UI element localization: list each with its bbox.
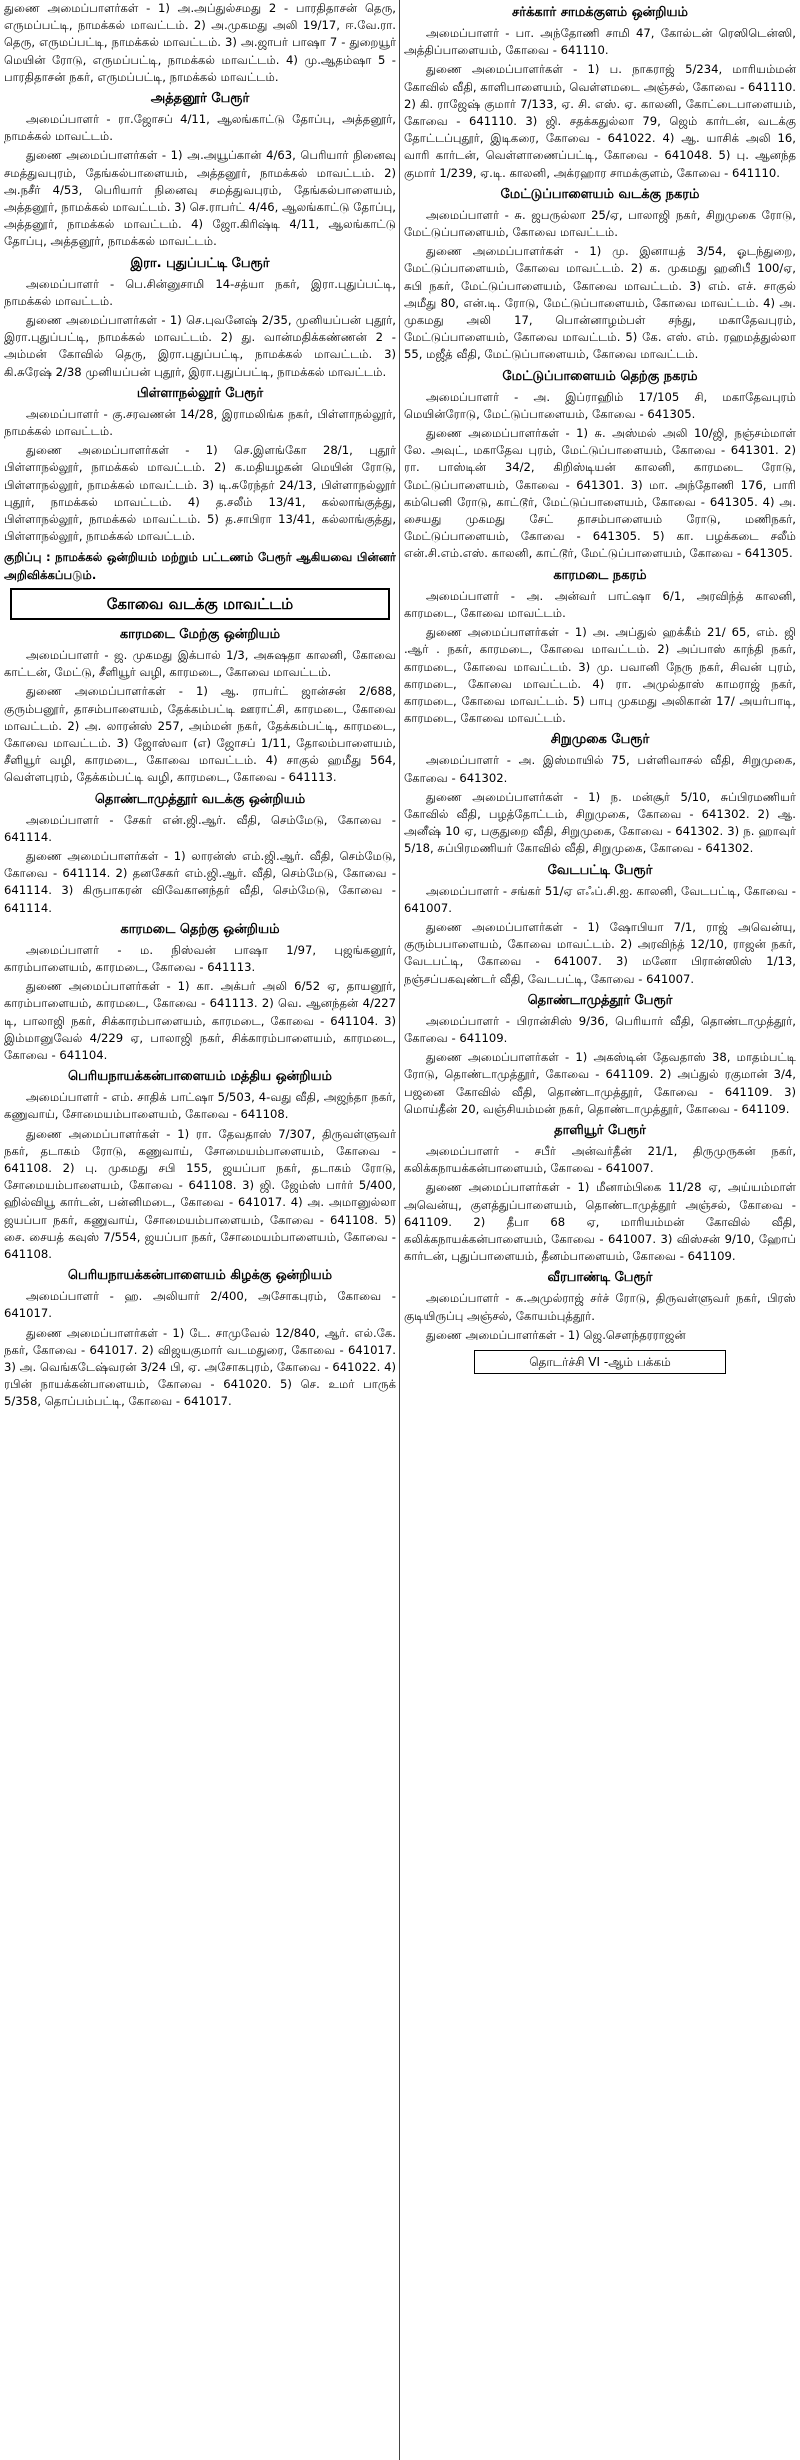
deputies-entry: துணை அமைப்பாளர்கள் - 1) ஜெ.சௌந்தரராஜன் <box>426 1327 686 1342</box>
section-thondamuthur-north <box>4 791 396 917</box>
section-periyanaickenpalayam-east <box>4 1267 396 1410</box>
deputies-entry: துணை அமைப்பாளர்கள் - 1) ஷோபியா 7/1, ராஜ் அவென்யு, குரும்பபாளையம், கோவை மாவட்டம். 2) அரவிந்த் 12/10, ராஜன் நகர், வேடபட்டி, கோவை - 641007. 3) மனோ பிரான்ஸிஸ் 1/13, நஞ்சப்பகவுண்டர் வீதி, வேடபட்டி, கோவை - 641007. <box>404 919 796 986</box>
column-divider <box>399 0 400 2460</box>
section-heading: காரமடை மேற்கு ஒன்றியம் <box>119 626 281 642</box>
note-text: குறிப்பு : நாமக்கல் ஒன்றியம் மற்றும் பட்டணம் பேரூர் ஆகியவை பின்னர் அறிவிக்கப்படும். <box>4 550 396 582</box>
section-heading: தாளியூர் பேரூர் <box>554 1122 646 1138</box>
section-athanur <box>4 90 396 251</box>
organizer-entry: அமைப்பாளர் - சேகர் என்.ஜி.ஆர். வீதி, செம்மேடு, கோவை - 641114. <box>4 812 396 844</box>
deputies-entry: துணை அமைப்பாளர்கள் - 1) ஆ. ராபர்ட் ஜான்சன் 2/688, குரும்பனூர், தாசம்பாளையம், தேக்கம்பட்டி ஊராட்சி, காரமடை, கோவை மாவட்டம். 2) அ. லாரன்ஸ் 257, அம்மன் நகர், தேக்கம்பட்டி, காரமடை, கோவை மாவட்டம். 3) ஜோஸ்வா (எ) ஜோசப் 1/11, தோலம்பாளையம், சீளியூர் வழி, காரமடை, கோவை மாவட்டம். 4) சாகுல் ஹமீது 564, வெள்ளபுரம், தேக்கம்பட்டி வழி, காரமடை, கோவை - 641113. <box>4 684 396 785</box>
deputies-entry: துணை அமைப்பாளர்கள் - 1) ரா. தேவதாஸ் 7/307, திருவள்ளுவர் நகர், தடாகம் ரோடு, கணுவாய், சோமையம்பாளையம், கோவை - 641108. 2) பு. முகமது சபி 155, ஜயப்பா நகர், தடாகம் ரோடு, சோமையம்பாளையம், கோவை - 641108. 3) ஜி. ஜேம்ஸ் பார்ர் 5/400, ஹில்வியூ கார்டன், பன்னிமடை, கோவை - 641017. 4) அ. அமானுல்லா ஜயப்பா நகர், கணுவாய், சோமையம்பாளையம், கோவை - 641108. 5) சை. சையத் கவுஸ் 7/554, ஜயப்பா நகர், சோமையம்பாளையம், கோவை - 641108. <box>4 1126 396 1261</box>
section-heading: மேட்டுப்பாளையம் வடக்கு நகரம் <box>500 186 700 202</box>
organizer-entry: அமைப்பாளர் - ஹ. அலியார் 2/400, அசோகபுரம், கோவை - 641017. <box>4 1289 396 1321</box>
deputies-entry: துணை அமைப்பாளர்கள் - 1) செ.புவனேஷ் 2/35, முனியப்பன் புதூர், இரா.புதுப்பட்டி, நாமக்கல் மாவட்டம். 2) து. வான்மதிக்கண்ணன் 2 - அம்மன் கோவில் தெரு, இரா.புதுப்பட்டி, நாமக்கல் மாவட்டம். 3) கி.சுரேஷ் 2/38 முனியப்பன் புதூர், இரா.புதுப்பட்டி, நாமக்கல் மாவட்டம். <box>4 313 396 379</box>
section-karamadai-west <box>4 626 396 787</box>
deputies-entry: துணை அமைப்பாளர்கள் - 1) அகஸ்டின் தேவதாஸ் 38, மாதம்பட்டி ரோடு, தொண்டாமுத்தூர், கோவை - 641109. 2) அப்துல் ரகுமான் 3/4, பஜனை கோவில் வீதி, தொண்டாமுத்தூர், கோவை - 641109. 3) மொய்தீன் 20, வஞ்சியம்மன் நகர், தொண்டாமுத்தூர், கோவை - 641109. <box>404 1050 796 1116</box>
organizer-entry: அமைப்பாளர் - சு.அமுல்ராஜ் சர்ச் ரோடு, திருவள்ளுவர் நகர், பிரஸ் குடியிருப்பு அஞ்சல், கோயம்புத்தூர். <box>404 1291 796 1323</box>
section-heading: தொண்டாமுத்தூர் வடக்கு ஒன்றியம் <box>94 791 306 807</box>
deputies-entry: துணை அமைப்பாளர்கள் - 1) கா. அக்பர் அலி 6/52 ஏ, தாயனூர், காரம்பாளையம், காரமடை, கோவை - 641113. 2) வெ. ஆனந்தன் 4/227 டி, பாலாஜி நகர், சிக்காரம்பாளையம், காரமடை, கோவை - 641104. 3) இம்மானுவேல் 4/229 ஏ, பாலாஜி நகர், சிக்காரம்பாளையம், காரமடை, கோவை - 641104. <box>4 979 396 1062</box>
section-heading: பெரியநாயக்கன்பாளையம் மத்திய ஒன்றியம் <box>68 1069 332 1085</box>
deputies-entry: துணை அமைப்பாளர்கள் - 1) அ.அயூப்கான் 4/63, பெரியார் நினைவு சமத்துவபுரம், தேங்கல்பாளையம், அத்தனூர், நாமக்கல் மாவட்டம். 2) அ.நசீர் 4/53, பெரியார் நினைவு சமத்துவபுரம், தேங்கல்பாளையம், அத்தனூர், நாமக்கல் மாவட்டம். 3) செ.ராபர்ட் 4/46, ஆலங்காட்டு தோப்பு, அத்தனூர், நாமக்கல் மாவட்டம். 4) ஜோ.கிரிஷ்டி 4/11, ஆலங்காட்டு தோப்பு, அத்தனூர், நாமக்கல் மாவட்டம். <box>4 148 396 249</box>
right-column <box>404 0 796 2460</box>
deputies-entry: துணை அமைப்பாளர்கள் - 1) டே. சாமுவேல் 12/840, ஆர். எல்.கே. நகர், கோவை - 641017. 2) விஜயகுமார் வடமதுரை, கோவை - 641017. 3) அ. வெங்கடேஷ்வரன் 3/24 பி, ஏ. அசோகபுரம், கோவை - 641022. 4) ரபின் நாயக்கன்பாளையம், கோவை - 641020. 5) செ. உமர் பாருக் 5/358, தொப்பம்பட்டி, கோவை - 641017. <box>4 1325 396 1409</box>
organizer-entry: அமைப்பாளர் - அ. இப்ராஹிம் 17/105 சி, மகாதேவபுரம் மெயின்ரோடு, மேட்டுப்பாளையம், கோவை - 641305. <box>404 389 796 421</box>
organizer-entry: அமைப்பாளர் - பெ.சின்னுசாமி 14-சத்யா நகர், இரா.புதுப்பட்டி, நாமக்கல் மாவட்டம். <box>4 276 396 308</box>
section-heading: இரா. புதுப்பட்டி பேரூர் <box>130 255 270 271</box>
section-thaliyur <box>404 1122 796 1265</box>
organizer-entry: அமைப்பாளர் - சபீர் அன்வர்தீன் 21/1, திருமுருகன் நகர், கலிக்கநாயக்கன்பாளையம், கோவை - 641007. <box>404 1143 796 1176</box>
section-pillanallur <box>4 385 396 546</box>
deputies-entry: துணை அமைப்பாளர்கள் - 1) செ.இளங்கோ 28/1, புதூர் பிள்ளாநல்லூர், நாமக்கல் மாவட்டம். 2) க.மதியழகன் மெயின் ரோடு, பிள்ளாநல்லூர், நாமக்கல் மாவட்டம். 3) டி.சுரேந்தர் 24/13, பிள்ளாநல்லூர் புதூர், நாமக்கல் மாவட்டம். 4) த.சலீம் 13/41, கல்லாங்குத்து, பிள்ளாநல்லூர், நாமக்கல் மாவட்டம். 5) த.சாபிரா 13/41, கல்லாங்குத்து, பிள்ளாநல்லூர், நாமக்கல் மாவட்டம். <box>4 443 396 544</box>
section-mettupalayam-south <box>404 368 796 563</box>
section-sarkar-samakulam <box>404 4 796 182</box>
organizer-entry: அமைப்பாளர் - எம். சாதிக் பாட்ஷா 5/503, 4-வது வீதி, அஜந்தா நகர், கணுவாய், சோமையம்பாளையம், கோவை - 641108. <box>4 1090 396 1122</box>
organizer-entry: அமைப்பாளர் - அ. அன்வர் பாட்ஷா 6/1, அரவிந்த் காலனி, காரமடை, கோவை மாவட்டம். <box>404 588 796 620</box>
section-mettupalayam-north <box>404 186 796 364</box>
organizer-entry: அமைப்பாளர் - ம. நிஸ்வன் பாஷா 1/97, புஜங்கனூர், காரம்பாளையம், காரமடை, கோவை - 641113. <box>4 942 396 974</box>
section-heading: அத்தனூர் பேரூர் <box>150 91 250 107</box>
section-heading: வேடபட்டி பேரூர் <box>547 862 653 878</box>
section-thondamuthur-town <box>404 992 796 1118</box>
organizer-entry: அமைப்பாளர் - கு.சரவணன் 14/28, இராமலிங்க நகர், பிள்ளாநல்லூர், நாமக்கல் மாவட்டம். <box>4 406 396 439</box>
section-heading: சிறுமுகை பேரூர் <box>550 732 650 748</box>
section-periyanaickenpalayam-central <box>4 1068 396 1263</box>
organizer-entry: அமைப்பாளர் - பிரான்சிஸ் 9/36, பெரியார் வீதி, தொண்டாமுத்தூர், கோவை - 641109. <box>404 1013 796 1045</box>
section-heading: சர்க்கார் சாமக்குளம் ஒன்றியம் <box>512 5 688 20</box>
section-heading: பெரியநாயக்கன்பாளையம் கிழக்கு ஒன்றியம் <box>67 1268 333 1284</box>
section-heading: தொண்டாமுத்தூர் பேரூர் <box>527 992 673 1008</box>
section-heading: காரமடை நகரம் <box>553 567 647 583</box>
deputies-entry: துணை அமைப்பாளர்கள் - 1) மீனாம்பிகை 11/28 ஏ, அய்யம்மாள் அவென்யு, குளத்துப்பாளையம், தொண்டாமுத்தூர் அஞ்சல், கோவை - 641109. 2) தீபா 68 ஏ, மாரியம்மன் கோவில் வீதி, கலிக்கநாயக்கன்பாளையம், கோவை - 641007. 3) விஸ்சன் 9/10, ஹோப் கார்டன், புதுப்பாளையம், தீனம்பாளையம், கோவை - 641109. <box>404 1180 796 1264</box>
section-heading: வீரபாண்டி பேரூர் <box>547 1270 653 1286</box>
deputies-entry: துணை அமைப்பாளர்கள் - 1) லாரன்ஸ் எம்.ஜி.ஆர். வீதி, செம்மேடு, கோவை - 641114. 2) தனசேகர் எம்.ஜி.ஆர். வீதி, செம்மேடு, கோவை - 641114. 3) கிருபாகரன் விவேகானந்தர் வீதி, செம்மேடு, கோவை - 641114. <box>4 848 396 915</box>
section-vedapatti <box>404 862 796 988</box>
organizer-entry: அமைப்பாளர் - சங்கர் 51/ஏ எஃப்.சி.ஐ. காலனி, வேடபட்டி, கோவை - 641007. <box>404 883 796 915</box>
organizer-entry: அமைப்பாளர் - சு. ஜபருல்லா 25/ஏ, பாலாஜி நகர், சிறுமுகை ரோடு, மேட்டுப்பாளையம், கோவை மாவட்டம். <box>404 207 796 240</box>
deputies-entry: துணை அமைப்பாளர்கள் - 1) ந. மன்சூர் 5/10, சுப்பிரமணியர் கோவில் வீதி, பழத்தோட்டம், சிறுமுகை, கோவை - 641302. 2) ஆ. அனீஷ் 10 ஏ, பகுதுறை வீதி, சிறுமுகை, கோவை - 641302. 3) ந. ஹாவுர் 5/18, சுப்பிரமணியர் கோவில் வீதி, சிறுமுகை, கோவை - 641302. <box>404 789 796 856</box>
section-heading: பிள்ளாநல்லூர் பேரூர் <box>136 385 264 401</box>
organizer-entry: அமைப்பாளர் - ஜ. முகமது இக்பால் 1/3, அசுஷதா காலனி, கோவை காட்டன், மேட்டு, சீளியூர் வழி, காரமடை, கோவை மாவட்டம். <box>4 647 396 680</box>
section-sirumugai <box>404 731 796 857</box>
organizer-entry: அமைப்பாளர் - அ. இஸ்மாயில் 75, பள்ளிவாசல் வீதி, சிறுமுகை, கோவை - 641302. <box>404 753 796 785</box>
organizer-entry: அமைப்பாளர் - ரா.ஜோசப் 4/11, ஆலங்காட்டு தோப்பு, அத்தனூர், நாமக்கல் மாவட்டம். <box>4 112 396 144</box>
deputies-entry: துணை அமைப்பாளர்கள் - 1) சு. அஸ்மல் அலி 10/ஜி, நஞ்சம்மாள் லே. அவுட், மகாதேவ புரம், மேட்டுப்பாளையம், கோவை - 641301. 2) ரா. பாஸ்டின் 34/2, கிறிஸ்டியன் காலனி, காரமடை ரோடு, மேட்டுப்பாளையம், கோவை - 641301. 3) மா. அந்தோணி 176, பாரி கம்பெனி ரோடு, காட்டூர், மேட்டுப்பாளையம், கோவை - 641305. 4) அ. சையது முகமது சேட் தாசம்பாளையம் ரோடு, மணிநகர், மேட்டுப்பாளையம், கோவை - 641305. 5) கா. பழக்கடை சலீம் என்.சி.எம்.எஸ். காலனி, காட்டூர், மேட்டுப்பாளையம், கோவை - 641305. <box>404 426 796 561</box>
top-entry: துணை அமைப்பாளர்கள் - 1) அ.அப்துல்சமது 2 - பாரதிதாசன் தெரு, எருமப்பட்டி, நாமக்கல் மாவட்டம். 2) அ.முகமது அலி 19/17, ஈ.வே.ரா. தெரு, எருமப்பட்டி, நாமக்கல் மாவட்டம். 3) அ.ஜாபர் பாஷா 7 - துறையூர் மெயின் ரோடு, எருமப்பட்டி, நாமக்கல் மாவட்டம். 4) மு.ஆதம்ஷா 5 - பாரதிதாசன் நகர், எருமப்பட்டி, நாமக்கல் மாவட்டம். <box>4 1 396 84</box>
section-heading: காரமடை தெற்கு ஒன்றியம் <box>120 921 280 937</box>
section-heading: மேட்டுப்பாளையம் தெற்கு நகரம் <box>502 368 698 384</box>
deputies-entry: துணை அமைப்பாளர்கள் - 1) மு. இனாயத் 3/54, ஓடந்துறை, மேட்டுப்பாளையம், கோவை மாவட்டம். 2) க. முகமது ஹனிபீ 100/ஏ, சுபி நகர், மேட்டுப்பாளையம், கோவை மாவட்டம். 3) எம். எச். சாகுல் அமீது 80, என்.டி. ரோடு, மேட்டுப்பாளையம், கோவை மாவட்டம். 4) அ. முகமது அலி 17, பொன்னாழம்பள் சந்து, மகாதேவபுரம், மேட்டுப்பாளையம், கோவை மாவட்டம். 5) கே. எஸ். எம். ரஹமத்துல்லா 55, மஜீத் வீதி, மேட்டுப்பாளையம், கோவை மாவட்டம். <box>404 244 796 362</box>
section-karamadai-south <box>4 921 396 1064</box>
section-karamadai-town <box>404 567 796 728</box>
district-banner: கோவை வடக்கு மாவட்டம் <box>10 588 390 620</box>
section-veerapandi <box>404 1269 796 1344</box>
deputies-entry: துணை அமைப்பாளர்கள் - 1) ப. நாகராஜ் 5/234, மாரியம்மன் கோவில் வீதி, காளிபாளையம், வெள்ளமடை அஞ்சல், கோவை - 641110. 2) கி. ராஜேஷ் குமார் 7/133, ஏ. சி. எஸ். ஏ. காலனி, கோட்டைபாளையம், கோவை - 641110. 3) ஜி. சதக்கதுல்லா 79, ஜெம் கார்டன், வடக்கு தோட்டப்புதூர், இடிகரை, கோவை - 641022. 4) ஆ. யாசிக் அலி 16, வாரி கார்டன், வெள்ளாணைப்பட்டி, கோவை - 641048. 5) பு. ஆனந்த குமார் 1/239, ஏ.டி. காலனி, அக்ரஹார சாமக்குளம், கோவை - 641110. <box>404 62 796 180</box>
continued-on-page-link[interactable]: தொடர்ச்சி VI -ஆம் பக்கம் <box>474 1350 726 1374</box>
deputies-entry: துணை அமைப்பாளர்கள் - 1) அ. அப்துல் ஹக்கீம் 21/ 65, எம். ஜி .ஆர் . நகர், காரமடை, கோவை மாவட்டம். 2) அப்பாஸ் காந்தி நகர், காரமடை, கோவை மாவட்டம். 3) மு. பவானி நேரு நகர், சிவன் புரம், காரமடை, கோவை மாவட்டம். 4) ரா. அமுல்தாஸ் காமராஜ் நகர், காரமடை, கோவை மாவட்டம். 5) பாபு முகமது அலிகான் 17/ அயர்பாடி, காரமடை, கோவை மாவட்டம். <box>404 625 796 726</box>
organizer-entry: அமைப்பாளர் - பா. அந்தோணி சாமி 47, கோல்டன் ரெஸிடென்ஸி, அத்திப்பாளையம், கோவை - 641110. <box>404 26 796 58</box>
left-column <box>4 0 396 2460</box>
section-ra-pudupatti <box>4 255 396 381</box>
